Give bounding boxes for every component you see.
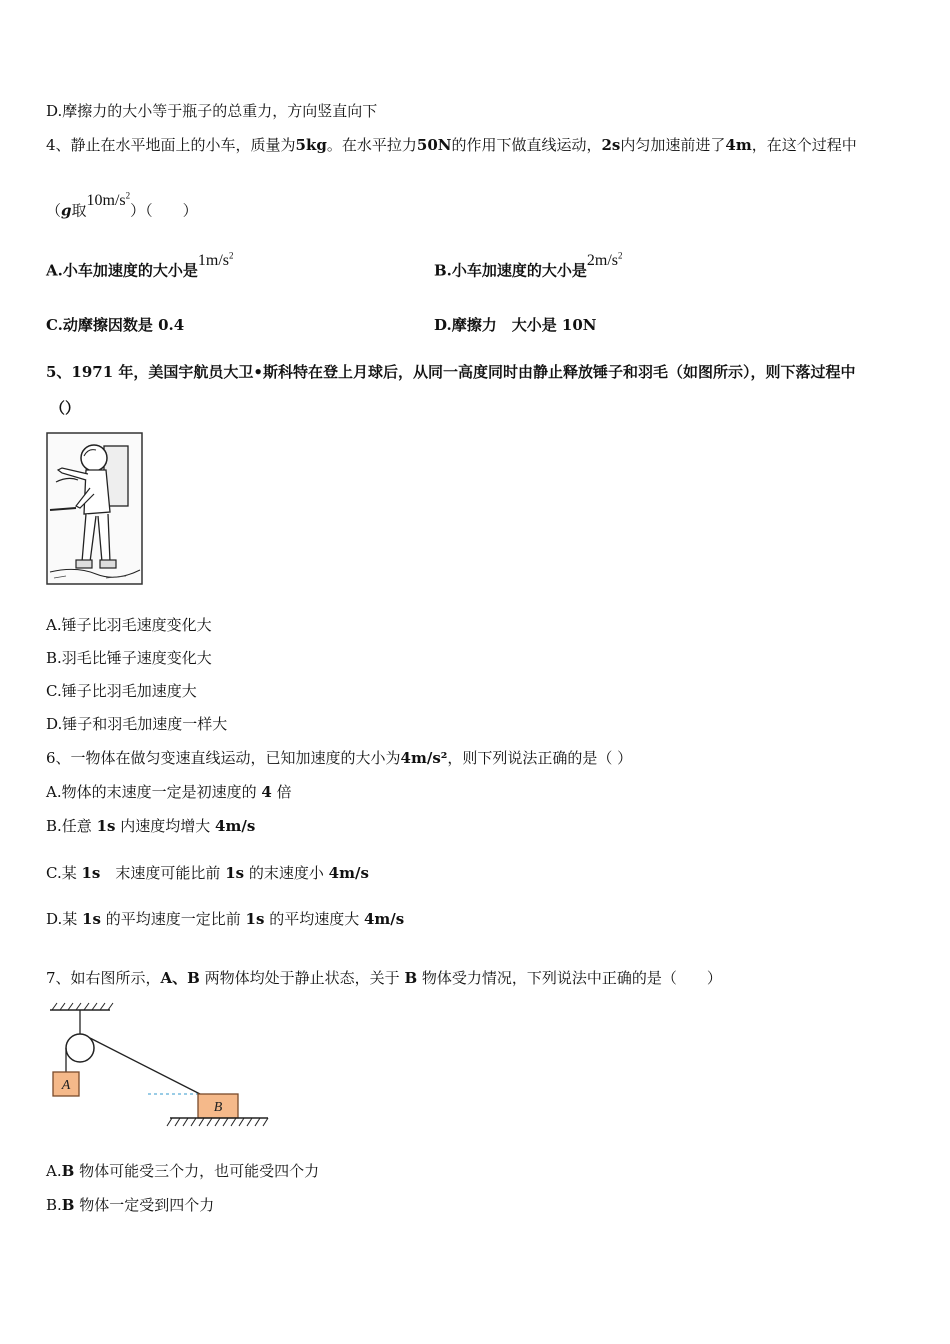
q4-option-b (434, 251, 623, 281)
q7-option-a-text: A. (46, 1162, 62, 1180)
q4-stem-text: 。在水平拉力 (326, 136, 417, 154)
q6-stem-text: ，则下列说法正确的是（ ） (447, 749, 633, 767)
pulley-figure (44, 1000, 274, 1132)
q4-option-a-unit (198, 252, 234, 269)
q4-option-b-unit-text: 2m/s (586, 252, 619, 270)
q4-option-a-unit-text: 1m/s (197, 252, 229, 270)
q6-option-b (46, 816, 255, 836)
q4-mass: 5kg (295, 136, 327, 154)
q6-accel: 4m/s² (400, 749, 448, 767)
block-b-label: B (213, 1100, 223, 1115)
q4-g-note (46, 191, 198, 221)
q7-stem (46, 968, 722, 988)
q7-option-b (46, 1195, 214, 1215)
pulley-wheel (66, 1034, 94, 1062)
q7-stem-text: 物体受力情况，下列说法中正确的是（ ） (421, 969, 722, 987)
q7-option-b-b: B (61, 1196, 75, 1214)
q4-stem-text: 的作用下做直线运动， (451, 136, 602, 154)
q4-g-value (87, 192, 131, 209)
q7-option-a-b: B (61, 1162, 75, 1180)
q5-option-b: B.羽毛比锤子速度变化大 (46, 649, 212, 667)
q7-ab: A、B (160, 969, 200, 987)
q6-option-d (46, 909, 404, 929)
q4-option-b-unit (587, 252, 623, 269)
block-a-label: A (61, 1078, 71, 1093)
q5-option-d: D.锤子和羽毛加速度一样大 (46, 715, 228, 733)
q6-option-a-num: 4 (261, 783, 272, 801)
q4-stem-text: 4、静止在水平地面上的小车，质量为 (46, 136, 296, 154)
q4-option-c: C.动摩擦因数是 0.4 (46, 316, 185, 334)
q4-time: 2s (601, 136, 621, 154)
q6-option-a-text: 倍 (276, 783, 292, 801)
q6-option-d-velocity: 4m/s (363, 910, 405, 928)
q6-option-a-text: A.物体的末速度一定是初速度的 (46, 783, 257, 801)
q5-stem-line1: 5、1971 年，美国宇航员大卫•斯科特在登上月球后，从同一高度同时由静止释放锤子和羽毛（如图所示），则下落过程中 (46, 363, 856, 381)
astronaut-figure (46, 432, 144, 586)
q4-option-a (46, 251, 234, 281)
q4-force: 50N (416, 136, 452, 154)
q4-stem-text: 内匀加速前进了 (620, 136, 726, 154)
q6-option-d-text: 的平均速度一定比前 (105, 910, 241, 928)
q4-option-d: D.摩擦力 大小是 10N (434, 316, 597, 334)
q6-option-b-time: 1s (96, 817, 116, 835)
q6-option-b-text: 内速度均增大 (120, 817, 211, 835)
q7-option-a-text: 物体可能受三个力，也可能受四个力 (79, 1162, 320, 1180)
q4-option-a-text: A.小车加速度的大小是 (46, 261, 198, 280)
q6-option-b-velocity: 4m/s (215, 817, 256, 835)
q6-option-c-text: C.某 (46, 864, 77, 882)
q6-option-c-time2: 1s (225, 864, 245, 882)
q4-option-a-exp: 2 (229, 251, 234, 261)
q7-b: B (404, 969, 418, 987)
q4-g-value-text: 10m/s (86, 192, 126, 210)
q6-option-d-text: D.某 (46, 910, 78, 928)
q6-option-c-velocity: 4m/s (328, 864, 369, 882)
q6-stem-text: 6、一物体在做匀变速直线运动，已知加速度的大小为 (46, 749, 401, 767)
q6-option-c-text: 末速度可能比前 (100, 864, 221, 882)
q5-option-c: C.锤子比羽毛加速度大 (46, 682, 197, 700)
q6-option-d-text: 的平均速度大 (269, 910, 360, 928)
q5-stem-line2: （） (50, 399, 81, 417)
q7-stem-text: 两物体均处于静止状态，关于 (204, 969, 400, 987)
q6-option-c-text: 的末速度小 (248, 864, 324, 882)
q4-g-exp: 2 (125, 191, 131, 201)
q4-option-b-exp: 2 (618, 251, 623, 261)
q7-option-b-text: B. (46, 1196, 62, 1214)
q7-option-b-text: 物体一定受到四个力 (79, 1196, 215, 1214)
q4-distance: 4m (725, 136, 752, 154)
q6-stem (46, 748, 632, 768)
q7-stem-text: 7、如右图所示， (46, 969, 161, 987)
q4-g-take: 取 (71, 201, 87, 220)
q4-stem-text: ，在这个过程中 (751, 136, 857, 154)
q4-stem (46, 135, 857, 155)
q4-g-close: ）（ ） (130, 201, 198, 220)
q7-option-a (46, 1161, 319, 1181)
q6-option-a (46, 782, 292, 802)
q4-g-open: （ (46, 201, 62, 220)
q5-option-a: A.锤子比羽毛速度变化大 (46, 616, 212, 634)
q6-option-d-time: 1s (82, 910, 101, 928)
q6-option-b-text: B.任意 (46, 817, 92, 835)
q3-option-d: D.摩擦力的大小等于瓶子的总重力，方向竖直向下 (46, 102, 378, 120)
q6-option-c-time: 1s (81, 864, 101, 882)
q6-option-d-time2: 1s (245, 910, 265, 928)
q6-option-c (46, 863, 369, 883)
q4-g-symbol: g (61, 201, 72, 220)
q4-option-b-text: B.小车加速度的大小是 (434, 261, 587, 280)
